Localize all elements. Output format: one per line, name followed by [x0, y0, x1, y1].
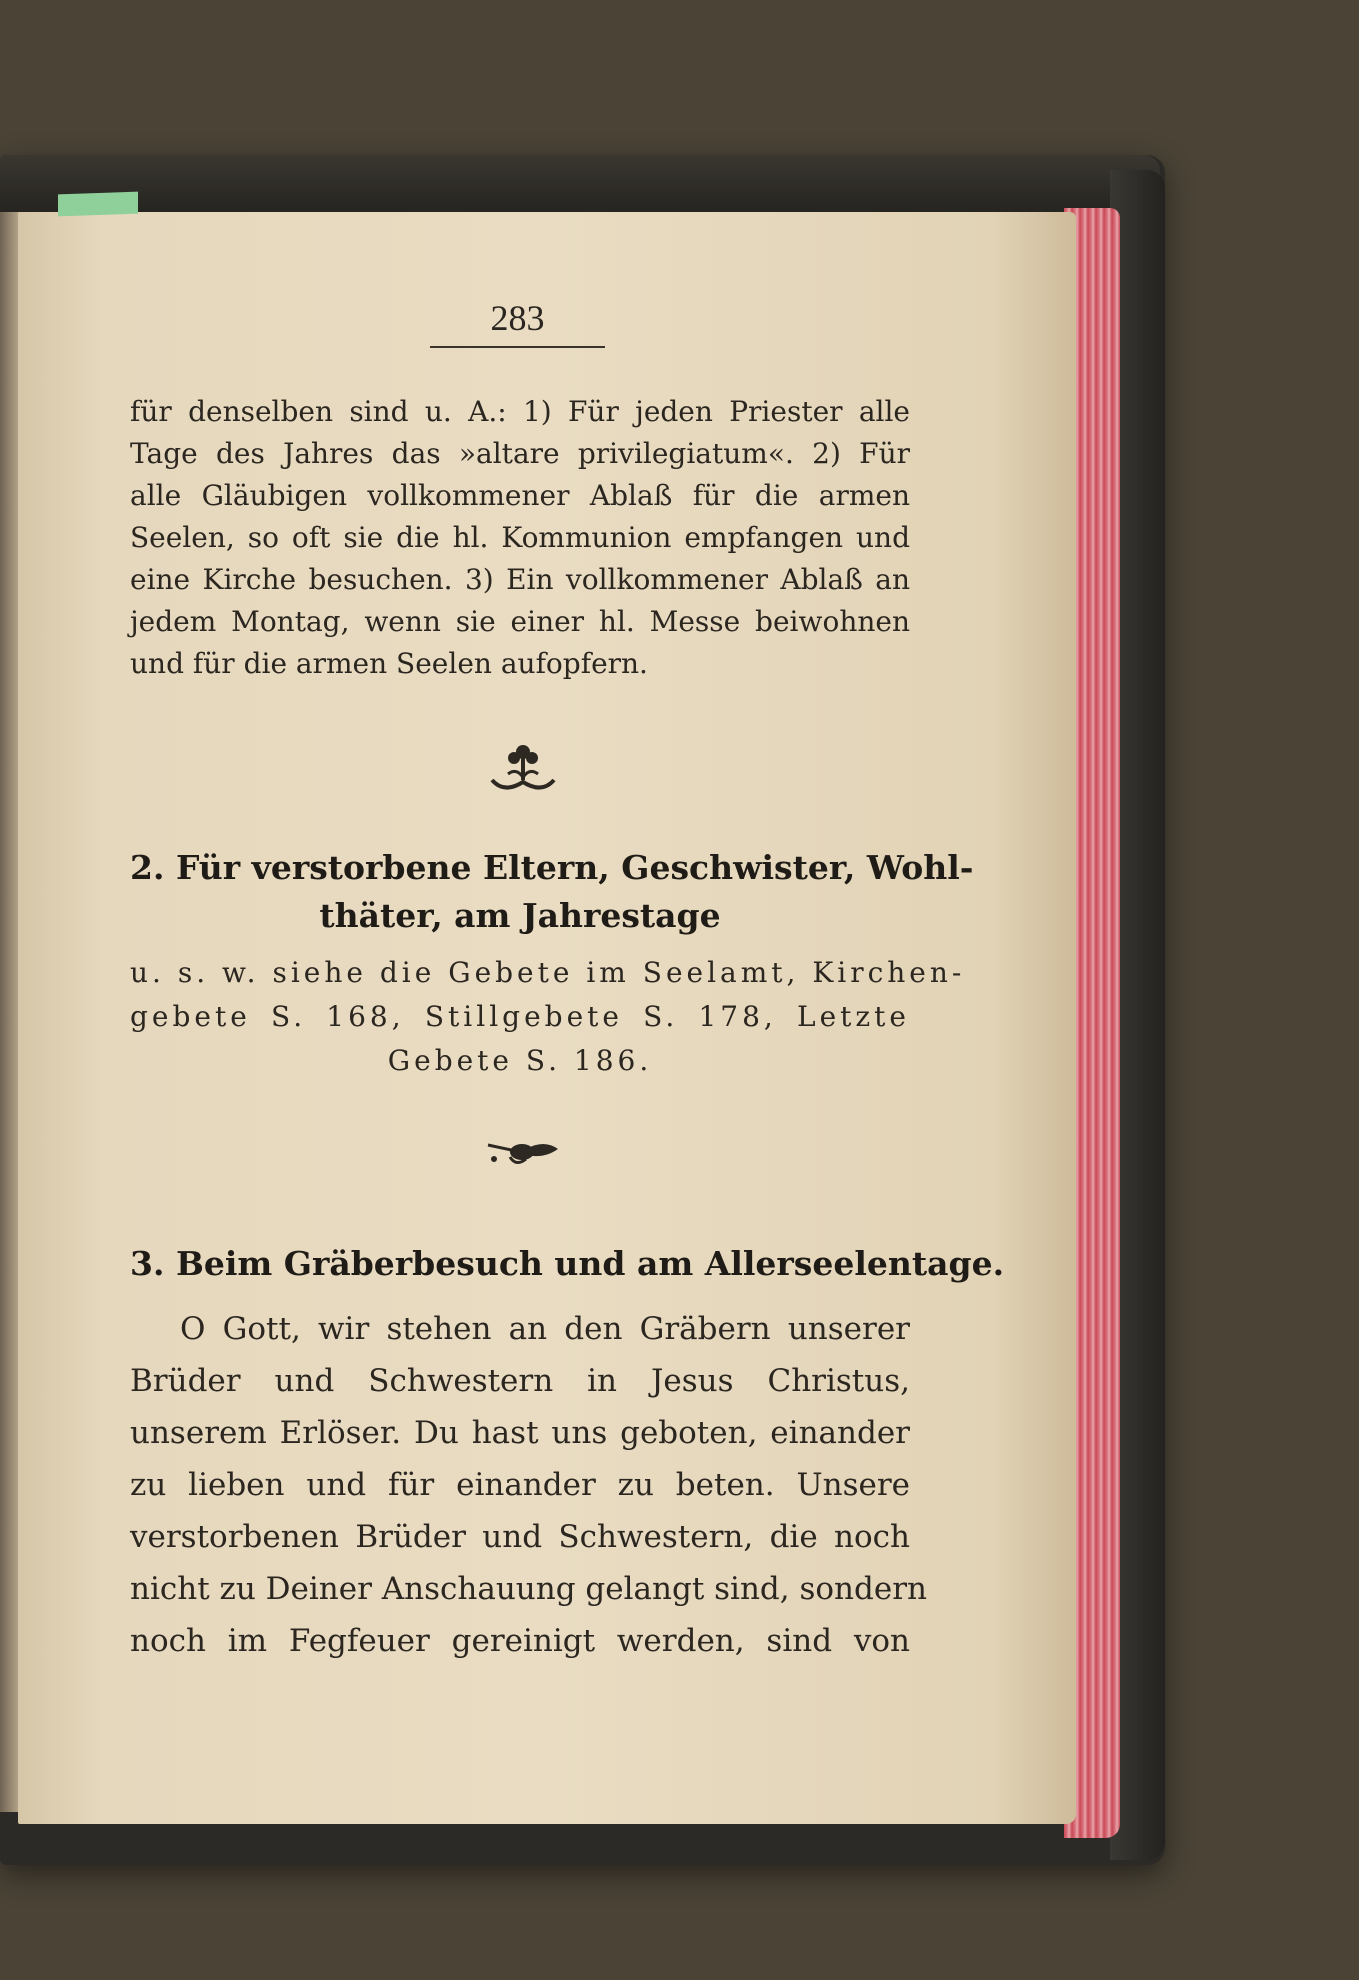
section-2-heading: 2. Für verstorbene Eltern, Geschwister, Wohl- — [130, 848, 974, 887]
text-line: für denselben sind u. A.: 1) Für jeden Priester alle — [130, 395, 910, 428]
prayer-line: nicht zu Deiner Anschauung gelangt sind, sondern — [130, 1571, 927, 1607]
prayer-line: O Gott, wir stehen an den Gräbern unserer — [180, 1311, 910, 1347]
prayer-line: zu lieben und für einander zu beten. Unsere — [130, 1467, 910, 1503]
text-line: Seelen, so oft sie die hl. Kommunion empfangen und — [130, 521, 910, 554]
text-line: Tage des Jahres das »altare privilegiatum«. 2) Für — [130, 437, 910, 470]
text-line: und für die armen Seelen aufopfern. — [130, 647, 648, 680]
reference-line: Gebete S. 186. — [387, 1044, 653, 1077]
prayer-line: Brüder und Schwestern in Jesus Christus, — [130, 1363, 910, 1399]
reference-line: gebete S. 168, Stillgebete S. 178, Letzte — [130, 1000, 910, 1033]
prayer-line: verstorbenen Brüder und Schwestern, die noch — [130, 1519, 910, 1555]
reference-line: u. s. w. siehe die Gebete im Seelamt, Kirchen- — [130, 956, 966, 989]
flower-vignette-icon — [488, 738, 558, 800]
leaf-vignette-icon — [486, 1135, 562, 1171]
header-rule — [430, 346, 605, 348]
text-line: jedem Montag, wenn sie einer hl. Messe beiwohnen — [130, 605, 910, 638]
section-3-heading: 3. Beim Gräberbesuch und am Allerseelentage. — [130, 1244, 1005, 1283]
prayer-line: unserem Erlöser. Du hast uns geboten, einander — [130, 1415, 910, 1451]
prayer-line: noch im Fegfeuer gereinigt werden, sind von — [130, 1623, 910, 1659]
text-line: alle Gläubigen vollkommener Ablaß für die armen — [130, 479, 910, 512]
text-line: eine Kirche besuchen. 3) Ein vollkommener Ablaß an — [130, 563, 910, 596]
page-number: 283 — [490, 298, 545, 338]
section-2-heading-cont: thäter, am Jahrestage — [319, 896, 721, 935]
